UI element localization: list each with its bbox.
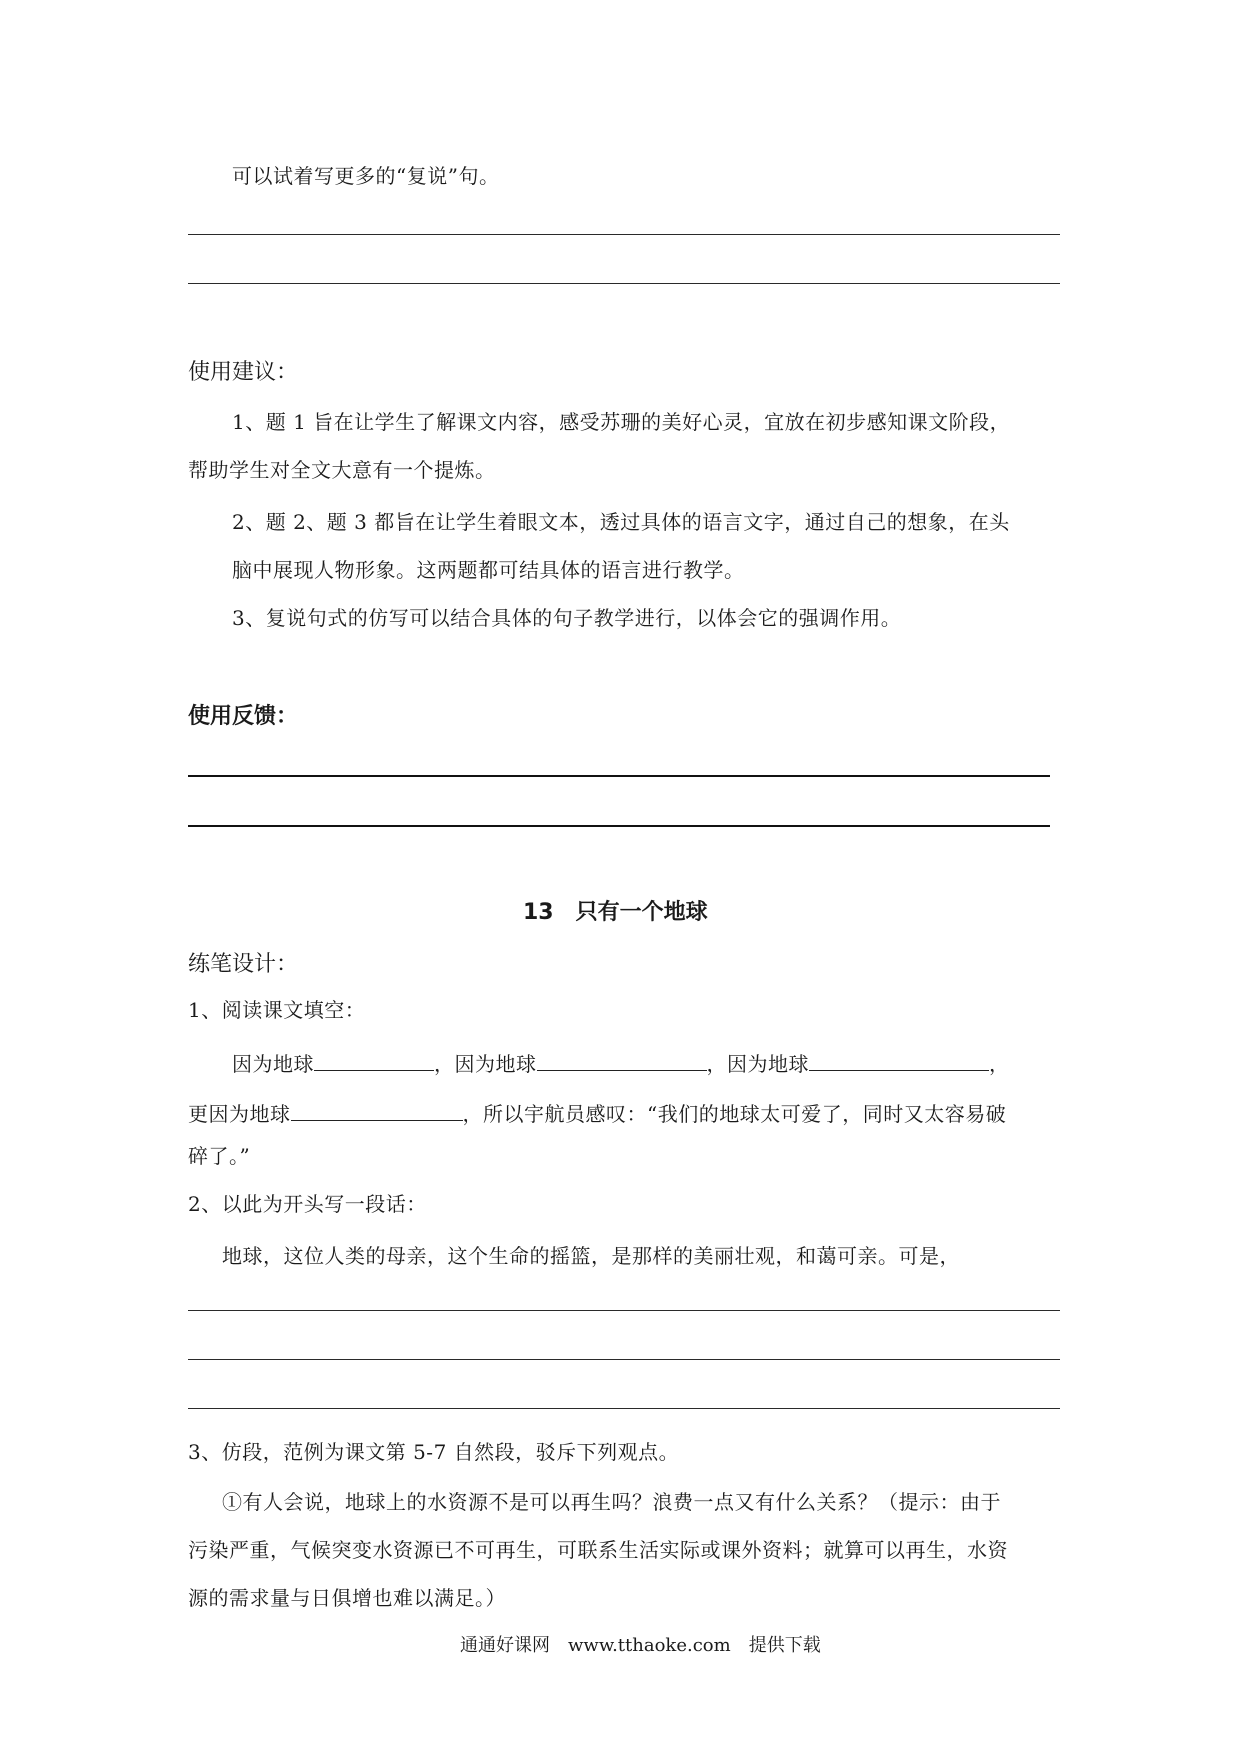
question-3-point-1-continued: 污染严重，气候突变水资源已不可再生，可联系生活实际或课外资料；就算可以再生，水资 — [188, 1538, 1008, 1562]
suggestions-heading: 使用建议： — [188, 360, 299, 385]
question-1-fill-line-1 — [232, 1046, 1010, 1078]
question-2-title: 2、以此为开头写一段话： — [188, 1192, 427, 1216]
answer-line[interactable] — [188, 283, 1060, 284]
suggestion-item-1: 1、题 1 旨在让学生了解课文内容，感受苏珊的美好心灵，宜放在初步感知课文阶段， — [232, 410, 1011, 434]
fill-text: ，因为地球 — [706, 1052, 809, 1076]
question-3-title: 3、仿段，范例为课文第 5-7 自然段，驳斥下列观点。 — [188, 1440, 680, 1464]
design-heading: 练笔设计： — [188, 952, 299, 977]
answer-line[interactable] — [188, 1359, 1060, 1360]
top-instruction: 可以试着写更多的“复说”句。 — [232, 164, 500, 188]
fill-blank[interactable] — [314, 1046, 434, 1071]
suggestion-item-2: 2、题 2、题 3 都旨在让学生着眼文本，透过具体的语言文字，通过自己的想象，在头 — [232, 510, 1010, 534]
page-footer: 通通好课网 www.tthaoke.com 提供下载 — [460, 1635, 821, 1656]
question-3-point-1: ①有人会说，地球上的水资源不是可以再生吗？浪费一点又有什么关系？（提示：由于 — [222, 1490, 1001, 1514]
suggestion-item-1-continued: 帮助学生对全文大意有一个提炼。 — [188, 458, 496, 482]
answer-line[interactable] — [188, 1408, 1060, 1409]
feedback-line[interactable] — [188, 825, 1050, 827]
fill-text: 更因为地球 — [188, 1102, 291, 1126]
suggestion-item-3: 3、复说句式的仿写可以结合具体的句子教学进行，以体会它的强调作用。 — [232, 606, 902, 630]
lesson-title: 13 只有一个地球 — [523, 900, 708, 925]
suggestion-item-2-continued: 脑中展现人物形象。这两题都可结具体的语言进行教学。 — [232, 558, 745, 582]
answer-line[interactable] — [188, 1310, 1060, 1311]
fill-blank[interactable] — [291, 1096, 463, 1121]
fill-text: ，因为地球 — [434, 1052, 537, 1076]
answer-line[interactable] — [188, 234, 1060, 235]
feedback-line[interactable] — [188, 775, 1050, 777]
question-1-title: 1、阅读课文填空： — [188, 998, 366, 1022]
question-1-fill-line-3: 碎了。” — [188, 1144, 251, 1168]
question-1-fill-line-2 — [188, 1096, 1006, 1128]
question-3-point-1-continued: 源的需求量与日俱增也难以满足。） — [188, 1586, 506, 1610]
fill-blank[interactable] — [809, 1046, 989, 1071]
fill-text: ，所以宇航员感叹：“我们的地球太可爱了，同时又太容易破 — [462, 1102, 1007, 1126]
feedback-heading: 使用反馈： — [188, 704, 299, 729]
fill-blank[interactable] — [537, 1046, 707, 1071]
question-2-prompt: 地球，这位人类的母亲，这个生命的摇篮，是那样的美丽壮观，和蔼可亲。可是， — [222, 1244, 960, 1268]
fill-text: ， — [989, 1052, 1010, 1076]
fill-text: 因为地球 — [232, 1052, 314, 1076]
